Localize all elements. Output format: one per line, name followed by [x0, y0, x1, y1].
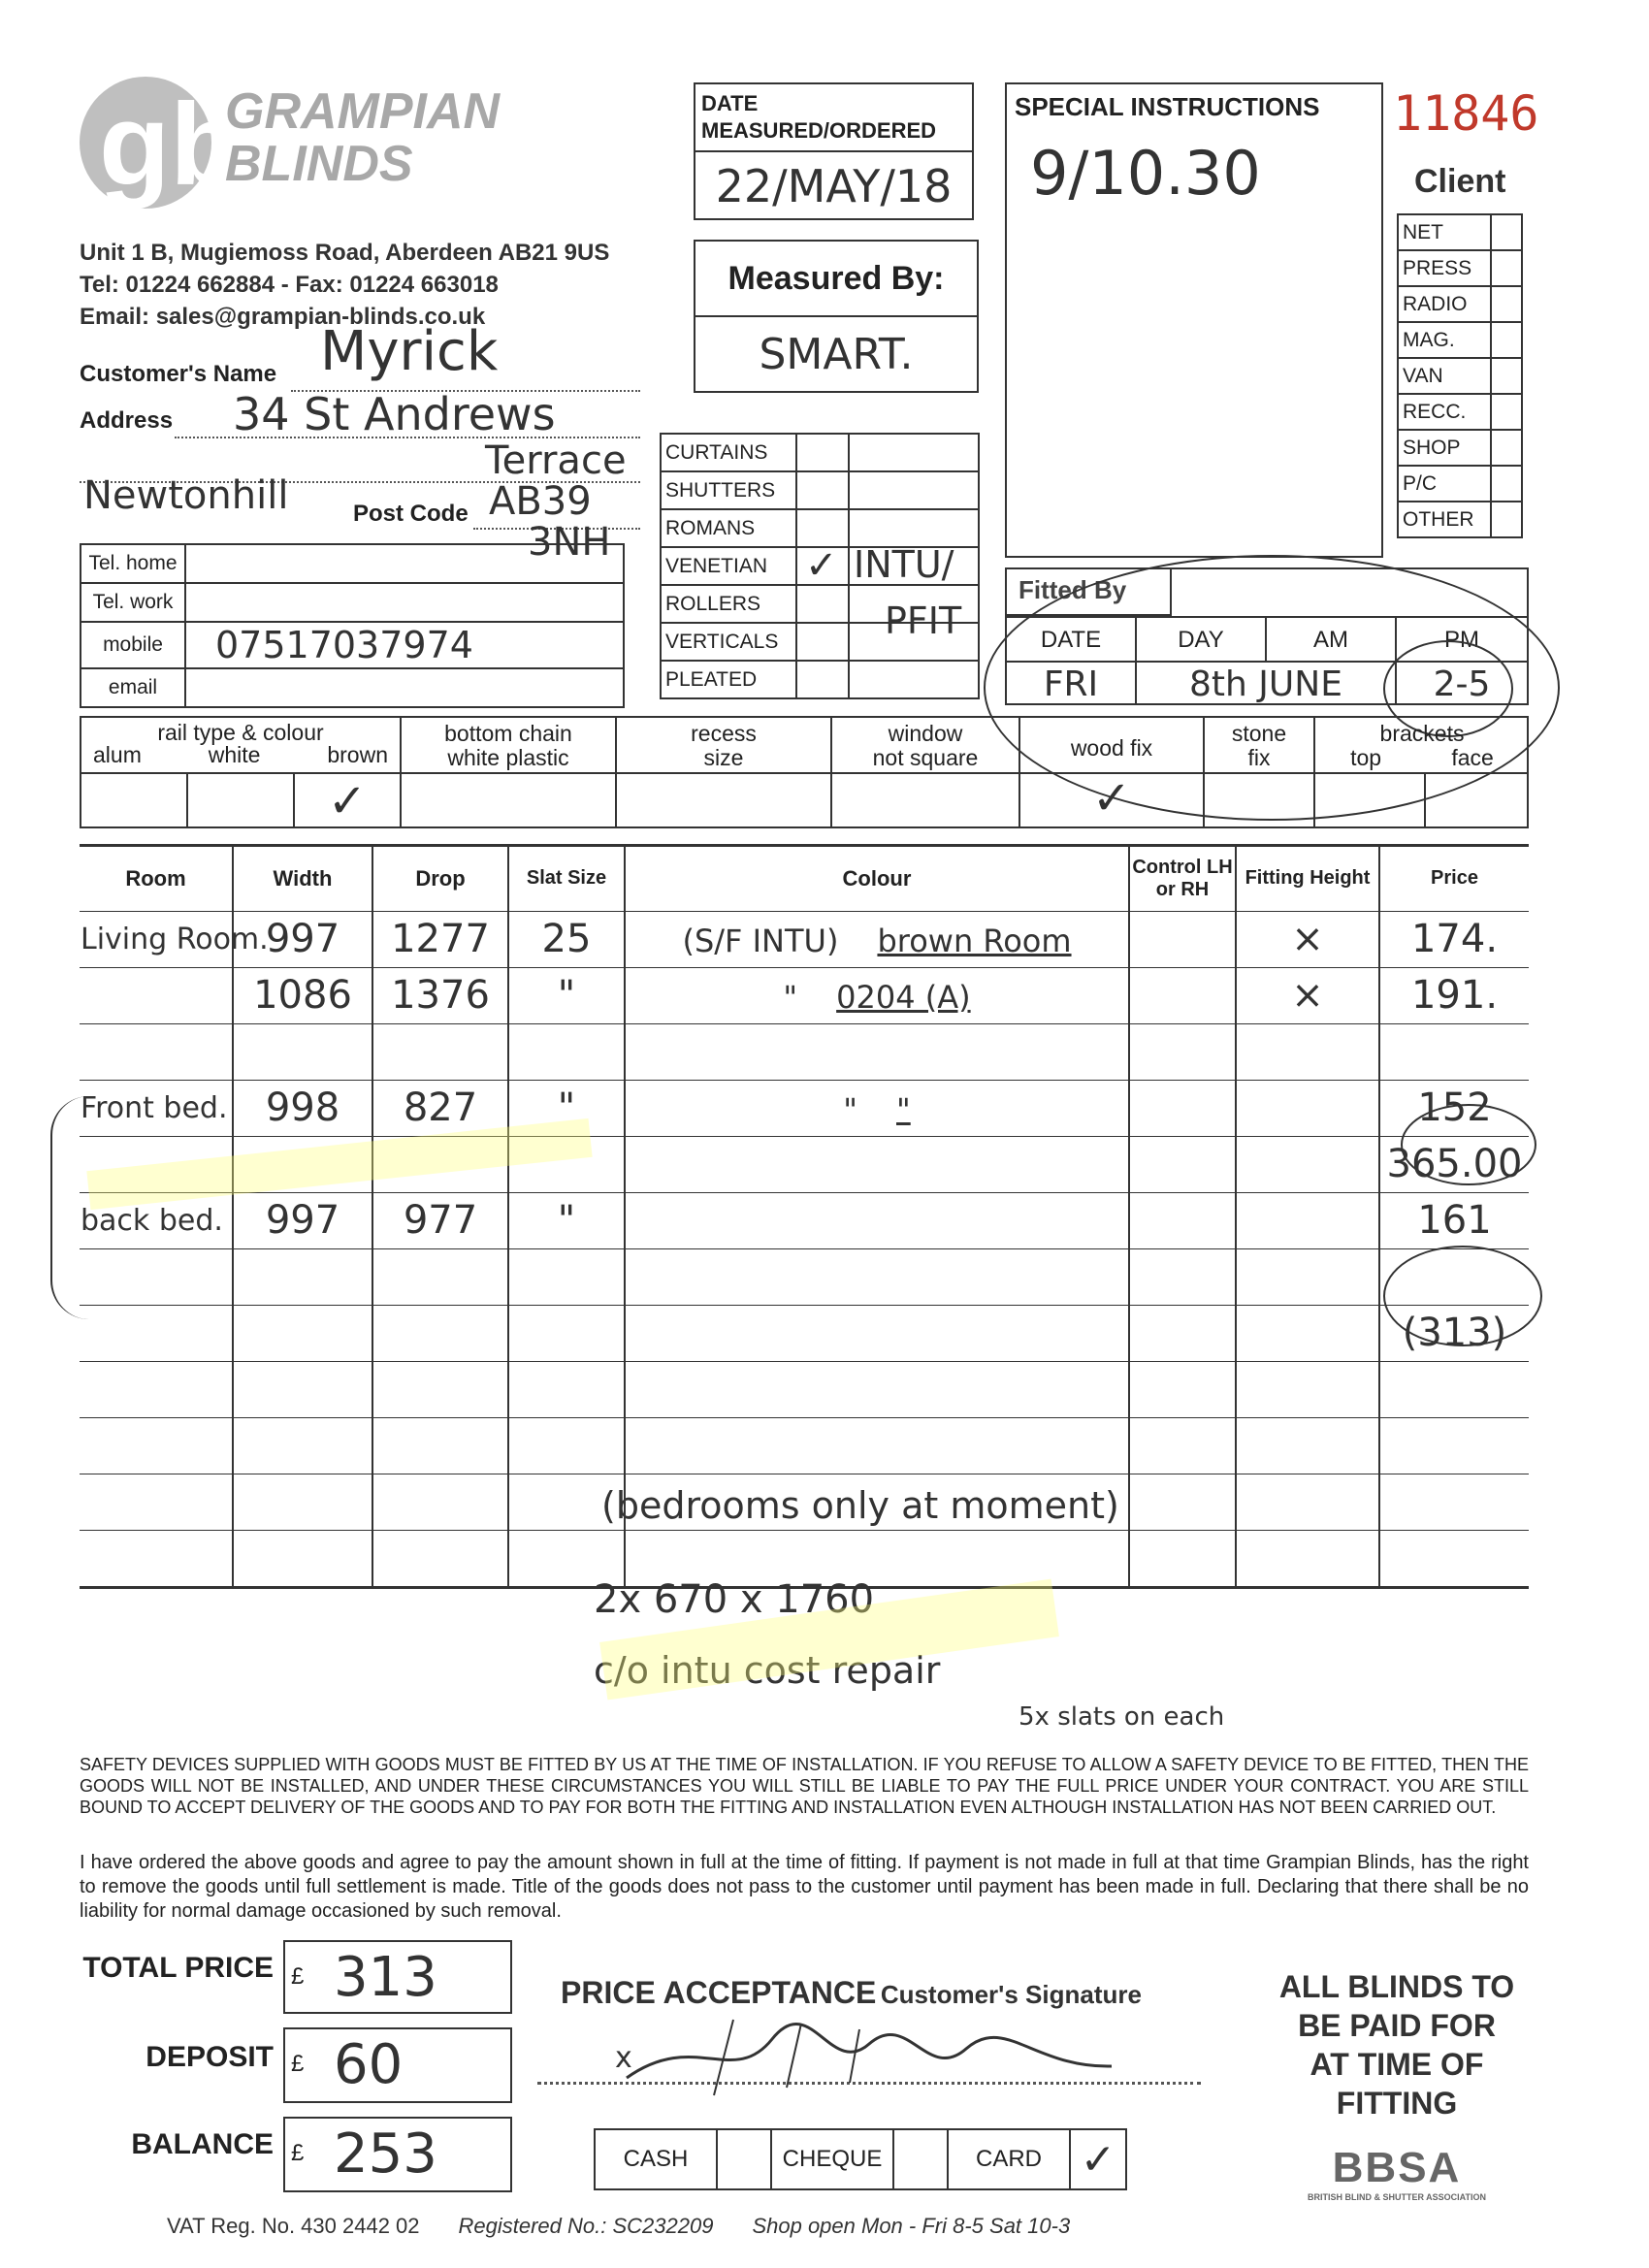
cell-width[interactable]: 997: [233, 1192, 372, 1248]
cell-price[interactable]: 191.: [1379, 967, 1529, 1023]
company-name: [225, 85, 500, 190]
client-option-label: RADIO: [1398, 286, 1491, 322]
phone-label: Tel. home: [81, 544, 185, 583]
colour-code: ": [783, 979, 798, 1016]
cell-slat[interactable]: ": [508, 967, 625, 1023]
cell-width[interactable]: 997: [233, 911, 372, 967]
rail-option: white: [208, 742, 261, 767]
client-option-box[interactable]: [1491, 466, 1522, 502]
phone-value[interactable]: [185, 668, 624, 707]
notice-line-3: AT TIME OF: [1310, 2047, 1484, 2082]
cell-fitting[interactable]: [1236, 1530, 1379, 1586]
bracket-option: face: [1451, 745, 1494, 770]
table-row: [80, 1417, 1529, 1474]
vat-number: VAT Reg. No. 430 2442 02: [167, 2214, 420, 2238]
cell-width[interactable]: [233, 1305, 372, 1361]
product-label: CURTAINS: [661, 434, 796, 471]
total-label: TOTAL PRICE: [82, 1952, 274, 1984]
cell-room[interactable]: [80, 1023, 233, 1080]
customer-name[interactable]: Myrick: [320, 320, 499, 383]
rail-label: rail type & colour: [157, 720, 324, 745]
cell-price[interactable]: [1379, 1023, 1529, 1080]
cell-control[interactable]: [1129, 1530, 1236, 1586]
cell-slat[interactable]: 25: [508, 911, 625, 967]
product-note-2: PFIT: [885, 599, 962, 642]
client-option-box[interactable]: [1491, 214, 1522, 250]
table-note-2: 2x 670 x 1760: [594, 1577, 875, 1622]
cell-slat[interactable]: ": [508, 1192, 625, 1248]
cell-room[interactable]: [80, 967, 233, 1023]
balance-value[interactable]: 253: [334, 2122, 437, 2186]
total-value[interactable]: 313: [334, 1946, 437, 2009]
phone-row: [81, 544, 624, 583]
phone-label: mobile: [81, 622, 185, 668]
cell-control[interactable]: [1129, 1136, 1236, 1192]
colour-name: 0204 (A): [836, 979, 971, 1016]
client-option-row: [1398, 394, 1522, 430]
cell-drop[interactable]: [372, 1361, 508, 1417]
product-label: ROLLERS: [661, 585, 796, 623]
table-row: [80, 1080, 1529, 1136]
cell-drop[interactable]: 827: [372, 1080, 508, 1136]
cell-fitting[interactable]: [1236, 1080, 1379, 1136]
cell-colour[interactable]: [625, 911, 1129, 967]
client-option-box[interactable]: [1491, 358, 1522, 394]
cell-fitting[interactable]: [1236, 1474, 1379, 1530]
cell-drop[interactable]: [372, 1530, 508, 1586]
cell-control[interactable]: [1129, 1417, 1236, 1474]
payment-methods: [594, 2128, 1127, 2190]
fitted-header: DATE: [1007, 618, 1137, 663]
product-label: PLEATED: [661, 661, 796, 698]
registered-number: Registered No.: SC232209: [458, 2214, 714, 2238]
cell-price[interactable]: [1379, 1417, 1529, 1474]
table-row: [80, 967, 1529, 1023]
cell-fitting[interactable]: [1236, 1248, 1379, 1305]
measured-by-value: SMART.: [759, 329, 914, 379]
client-option-row: [1398, 430, 1522, 466]
cell-fitting[interactable]: [1236, 1305, 1379, 1361]
cell-room[interactable]: back bed.: [80, 1192, 233, 1248]
table-row: [80, 1023, 1529, 1080]
cell-drop[interactable]: [372, 1417, 508, 1474]
table-note-4: 5x slats on each: [1018, 1702, 1225, 1732]
product-label: SHUTTERS: [661, 471, 796, 509]
card-check[interactable]: ✓: [1080, 2134, 1116, 2185]
client-option-box[interactable]: [1491, 394, 1522, 430]
cell-room[interactable]: Living Room.: [80, 911, 233, 967]
table-row: [80, 911, 1529, 967]
signature-label: Customer's Signature: [880, 1980, 1142, 2009]
payment-card: CARD: [949, 2130, 1071, 2188]
phone-row: [81, 622, 624, 668]
fitted-by-label: Fitted By: [1007, 569, 1172, 616]
client-option-row: [1398, 466, 1522, 502]
product-label: VERTICALS: [661, 623, 796, 661]
stone-label-2: fix: [1247, 745, 1271, 770]
bracket-options: [1315, 746, 1529, 770]
client-option-label: NET: [1398, 214, 1491, 250]
special-instructions-box: [1005, 82, 1383, 558]
cell-room[interactable]: Front bed.: [80, 1080, 233, 1136]
rail-option: alum: [93, 742, 142, 767]
cell-control[interactable]: [1129, 967, 1236, 1023]
cell-width[interactable]: [233, 1361, 372, 1417]
product-row: [661, 434, 979, 471]
company-name-line1: GRAMPIAN: [225, 83, 501, 140]
brackets-label: brackets: [1379, 721, 1465, 746]
notice-line-2: BE PAID FOR: [1298, 2008, 1496, 2043]
table-note-3: c/o intu cost repair: [594, 1649, 941, 1692]
cell-control[interactable]: [1129, 1023, 1236, 1080]
cell-room[interactable]: [80, 1305, 233, 1361]
payment-cheque: CHEQUE: [772, 2130, 894, 2188]
wood-fix-label: wood fix: [1070, 735, 1153, 761]
deposit-currency: £: [291, 2051, 305, 2077]
measured-by-label: Measured By:: [695, 242, 977, 317]
client-option-label: MAG.: [1398, 322, 1491, 358]
blinds-table: [80, 844, 1529, 1589]
client-option-label: P/C: [1398, 466, 1491, 502]
rail-options: [81, 744, 400, 766]
client-option-box[interactable]: [1491, 502, 1522, 537]
cell-colour[interactable]: [625, 1248, 1129, 1305]
signature-scribble: [617, 2010, 1121, 2097]
product-note-cell: [849, 471, 979, 509]
cell-width[interactable]: [233, 1474, 372, 1530]
client-option-row: [1398, 214, 1522, 250]
cell-slat[interactable]: [508, 1305, 625, 1361]
special-instructions-value: 9/10.30: [1030, 138, 1261, 209]
address-label: Address: [80, 407, 174, 434]
bbsa-logo: [1280, 2144, 1513, 2202]
colour-code: (S/F INTU): [682, 923, 839, 959]
company-contact: [80, 237, 609, 333]
cell-drop[interactable]: [372, 1248, 508, 1305]
cell-price[interactable]: 365.00: [1379, 1136, 1529, 1192]
price-circle-2: [1383, 1246, 1542, 1346]
colour-name: brown Room: [877, 923, 1072, 959]
client-option-label: OTHER: [1398, 502, 1491, 537]
shop-hours: Shop open Mon - Fri 8-5 Sat 10-3: [752, 2214, 1071, 2238]
client-option-row: [1398, 358, 1522, 394]
cell-width[interactable]: [233, 1530, 372, 1586]
stone-label-1: stone: [1231, 721, 1287, 746]
product-check-box[interactable]: [796, 661, 849, 698]
recess-label-1: recess: [691, 721, 757, 746]
cell-drop[interactable]: [372, 1023, 508, 1080]
column-header: Width: [233, 847, 372, 911]
product-row: [661, 661, 979, 698]
bedroom-bracket: [50, 1096, 91, 1319]
date-measured-value: 22/MAY/18: [715, 160, 953, 212]
product-note-cell: [849, 509, 979, 547]
cell-price[interactable]: 152: [1379, 1080, 1529, 1136]
client-option-box[interactable]: [1491, 286, 1522, 322]
cell-drop[interactable]: 1376: [372, 967, 508, 1023]
cell-width[interactable]: 998: [233, 1080, 372, 1136]
cell-price[interactable]: 174.: [1379, 911, 1529, 967]
cell-drop[interactable]: [372, 1305, 508, 1361]
postcode-label: Post Code: [353, 501, 469, 527]
date-measured-box: [694, 82, 974, 220]
cell-control[interactable]: [1129, 1474, 1236, 1530]
client-option-row: [1398, 286, 1522, 322]
address-value-2[interactable]: Terrace: [485, 438, 627, 483]
brown-check[interactable]: ✓: [327, 774, 368, 828]
cell-slat[interactable]: ": [508, 1080, 625, 1136]
safety-terms: SAFETY DEVICES SUPPLIED WITH GOODS MUST BE FITTED BY US AT THE TIME OF INSTALLATION. IF YOU REFUSE TO ALLOW A SAFETY DEVICE TO BE FITTED, THEN THE GOODS WILL NOT BE INSTALLED, AND UNDER THESE CIRCUMSTANCES YOU WILL STILL BE LIABLE TO PAY THE FULL PRICE UNDER YOUR CONTRACT. YOU ARE STILL BOUND TO ACCEPT DELIVERY OF THE GOODS AND TO PAY FOR BOTH THE FITTING AND INSTALLATION EVEN ALTHOUGH INSTALLATION HAS NOT BEEN CARRIED OUT.: [80, 1755, 1529, 1817]
table-row: [80, 1192, 1529, 1248]
fitted-header: PM: [1444, 627, 1479, 653]
cell-room[interactable]: [80, 1417, 233, 1474]
client-options: [1397, 213, 1523, 538]
measured-by-box: [694, 240, 979, 393]
postcode-value-2[interactable]: 3NH: [528, 520, 611, 565]
price-acceptance-label: [561, 1975, 1142, 2011]
window-label-1: window: [888, 721, 963, 746]
cell-fitting[interactable]: [1236, 1361, 1379, 1417]
cell-control[interactable]: [1129, 1361, 1236, 1417]
cell-slat[interactable]: [508, 1023, 625, 1080]
table-row: [80, 1361, 1529, 1417]
cell-width[interactable]: [233, 1417, 372, 1474]
price-circle-1: [1401, 1104, 1536, 1185]
total-box: [283, 1940, 512, 2014]
client-option-row: [1398, 502, 1522, 537]
cell-fitting[interactable]: ×: [1236, 967, 1379, 1023]
date-label-line2: MEASURED/ORDERED: [701, 118, 937, 143]
company-name-line2: BLINDS: [225, 136, 413, 192]
product-check-box[interactable]: [796, 623, 849, 661]
column-header: Drop: [372, 847, 508, 911]
order-terms: I have ordered the above goods and agree to pay the amount shown in full at the time of fitting. If payment is not made in full at that time Grampian Blinds, has the right to remove the goods until full settlement is made. Title of the goods does not pass to the customer until payment has been made in full. Declaring that there shall be no liability for normal damage occasioned by such removal.: [80, 1852, 1529, 1922]
cell-drop[interactable]: 1277: [372, 911, 508, 967]
cell-fitting[interactable]: [1236, 1417, 1379, 1474]
cell-colour[interactable]: [625, 1417, 1129, 1474]
phone-table: [80, 543, 625, 708]
company-email: Email: sales@grampian-blinds.co.uk: [80, 304, 486, 330]
cell-control[interactable]: [1129, 911, 1236, 967]
product-row: [661, 471, 979, 509]
cell-fitting[interactable]: [1236, 1023, 1379, 1080]
payment-notice: [1242, 1967, 1552, 2122]
signature-x: x: [615, 2041, 632, 2075]
client-option-row: [1398, 250, 1522, 286]
client-option-box[interactable]: [1491, 430, 1522, 466]
product-row: [661, 509, 979, 547]
phone-value[interactable]: [185, 544, 624, 583]
client-option-box[interactable]: [1491, 250, 1522, 286]
recess-label-2: size: [703, 745, 744, 770]
balance-box: [283, 2117, 512, 2192]
notice-line-1: ALL BLINDS TO: [1278, 1969, 1515, 2004]
column-header: Fitting Height: [1236, 847, 1379, 911]
cell-colour[interactable]: [625, 1136, 1129, 1192]
phone-label: Tel. work: [81, 583, 185, 622]
bbsa-letters: BBSA: [1332, 2144, 1462, 2191]
cell-colour[interactable]: [625, 1023, 1129, 1080]
window-label-2: not square: [872, 745, 979, 770]
cheque-check-box[interactable]: [894, 2130, 949, 2188]
cell-price[interactable]: [1379, 1530, 1529, 1586]
column-header: Price: [1379, 847, 1529, 911]
client-option-row: [1398, 322, 1522, 358]
total-currency: £: [291, 1963, 305, 1990]
bottom-chain-label-2: white plastic: [447, 745, 569, 770]
product-label: ROMANS: [661, 509, 796, 547]
company-logo: [76, 70, 231, 215]
table-note-1: (bedrooms only at moment): [601, 1484, 1119, 1527]
venetian-check: ✓: [805, 543, 838, 588]
cell-width[interactable]: [233, 1023, 372, 1080]
cell-fitting[interactable]: ×: [1236, 911, 1379, 967]
footer: [167, 2214, 1234, 2239]
cell-control[interactable]: [1129, 1305, 1236, 1361]
cell-drop[interactable]: [372, 1474, 508, 1530]
cell-control[interactable]: [1129, 1248, 1236, 1305]
bottom-chain-label-1: bottom chain: [444, 721, 572, 746]
cell-room[interactable]: [80, 1530, 233, 1586]
bracket-option: top: [1350, 745, 1382, 770]
column-header: Colour: [625, 847, 1129, 911]
table-row: [80, 1248, 1529, 1305]
cell-price[interactable]: (313): [1379, 1305, 1529, 1361]
options-row: [80, 716, 1529, 828]
column-header: Slat Size: [508, 847, 625, 911]
cell-room[interactable]: [80, 1474, 233, 1530]
phone-value[interactable]: 07517037974: [185, 622, 624, 668]
cash-check-box[interactable]: [718, 2130, 772, 2188]
product-note-cell: [849, 434, 979, 471]
product-label: VENETIAN: [661, 547, 796, 585]
customer-name-label: Customer's Name: [80, 361, 277, 387]
phone-label: email: [81, 668, 185, 707]
client-label: Client: [1414, 163, 1506, 200]
cell-control[interactable]: [1129, 1080, 1236, 1136]
product-check-box[interactable]: [796, 471, 849, 509]
special-instructions-label: SPECIAL INSTRUCTIONS: [1015, 92, 1320, 121]
acceptance-title: PRICE ACCEPTANCE: [561, 1975, 877, 2010]
address-value-1[interactable]: 34 St Andrews: [233, 388, 556, 440]
cell-colour[interactable]: [625, 967, 1129, 1023]
cell-colour[interactable]: [625, 1305, 1129, 1361]
balance-label: BALANCE: [131, 2128, 274, 2160]
deposit-value[interactable]: 60: [334, 2033, 404, 2096]
colour-code: ": [843, 1091, 857, 1128]
client-option-label: VAN: [1398, 358, 1491, 394]
cell-price[interactable]: [1379, 1474, 1529, 1530]
client-option-box[interactable]: [1491, 322, 1522, 358]
wood-fix-check[interactable]: ✓: [1091, 771, 1132, 826]
cell-colour[interactable]: [625, 1192, 1129, 1248]
cell-fitting[interactable]: [1236, 1136, 1379, 1192]
client-option-label: PRESS: [1398, 250, 1491, 286]
client-option-label: SHOP: [1398, 430, 1491, 466]
phone-value[interactable]: [185, 583, 624, 622]
fitted-date[interactable]: FRI: [1007, 663, 1137, 705]
product-check-box[interactable]: [796, 434, 849, 471]
cell-price[interactable]: [1379, 1361, 1529, 1417]
cell-room[interactable]: [80, 1361, 233, 1417]
table-row: [80, 1305, 1529, 1361]
colour-name: ": [896, 1091, 911, 1128]
address-value-3[interactable]: Newtonhill: [83, 473, 289, 518]
date-label-line1: DATE: [701, 91, 759, 115]
column-header: Room: [125, 865, 186, 891]
deposit-label: DEPOSIT: [146, 2041, 274, 2073]
postcode-value-1[interactable]: AB39: [489, 479, 592, 524]
bbsa-sub: BRITISH BLIND & SHUTTER ASSOCIATION: [1308, 2192, 1486, 2202]
product-note-cell: [849, 661, 979, 698]
company-tel-fax: Tel: 01224 662884 - Fax: 01224 663018: [80, 272, 499, 298]
phone-row: [81, 583, 624, 622]
cell-colour[interactable]: [625, 1080, 1129, 1136]
product-check-box[interactable]: [796, 585, 849, 623]
form-number: 11846: [1393, 85, 1539, 142]
phone-row: [81, 668, 624, 707]
cell-slat[interactable]: [508, 1361, 625, 1417]
cell-slat[interactable]: [508, 1417, 625, 1474]
cell-room[interactable]: [80, 1248, 233, 1305]
cell-slat[interactable]: [508, 1248, 625, 1305]
cell-colour[interactable]: [625, 1361, 1129, 1417]
fitted-day[interactable]: 8th JUNE: [1137, 663, 1397, 705]
cell-drop[interactable]: 977: [372, 1192, 508, 1248]
company-address: Unit 1 B, Mugiemoss Road, Aberdeen AB21 9US: [80, 240, 610, 266]
fitted-header: DAY: [1137, 618, 1267, 663]
payment-cash: CASH: [596, 2130, 718, 2188]
client-option-label: RECC.: [1398, 394, 1491, 430]
product-note-1: INTU/: [854, 543, 954, 586]
deposit-box: [283, 2027, 512, 2103]
cell-price[interactable]: 161: [1379, 1192, 1529, 1248]
column-header: Control LH or RH: [1129, 847, 1236, 911]
fitted-header: AM: [1267, 618, 1397, 663]
fitted-pm[interactable]: 2-5: [1433, 664, 1491, 704]
cell-width[interactable]: [233, 1248, 372, 1305]
rail-option: brown: [327, 742, 388, 767]
cell-control[interactable]: [1129, 1192, 1236, 1248]
balance-currency: £: [291, 2140, 305, 2166]
logo-letters: gb: [99, 80, 231, 210]
cell-fitting[interactable]: [1236, 1192, 1379, 1248]
notice-line-4: FITTING: [1336, 2086, 1458, 2121]
cell-width[interactable]: 1086: [233, 967, 372, 1023]
product-check-box[interactable]: [796, 509, 849, 547]
